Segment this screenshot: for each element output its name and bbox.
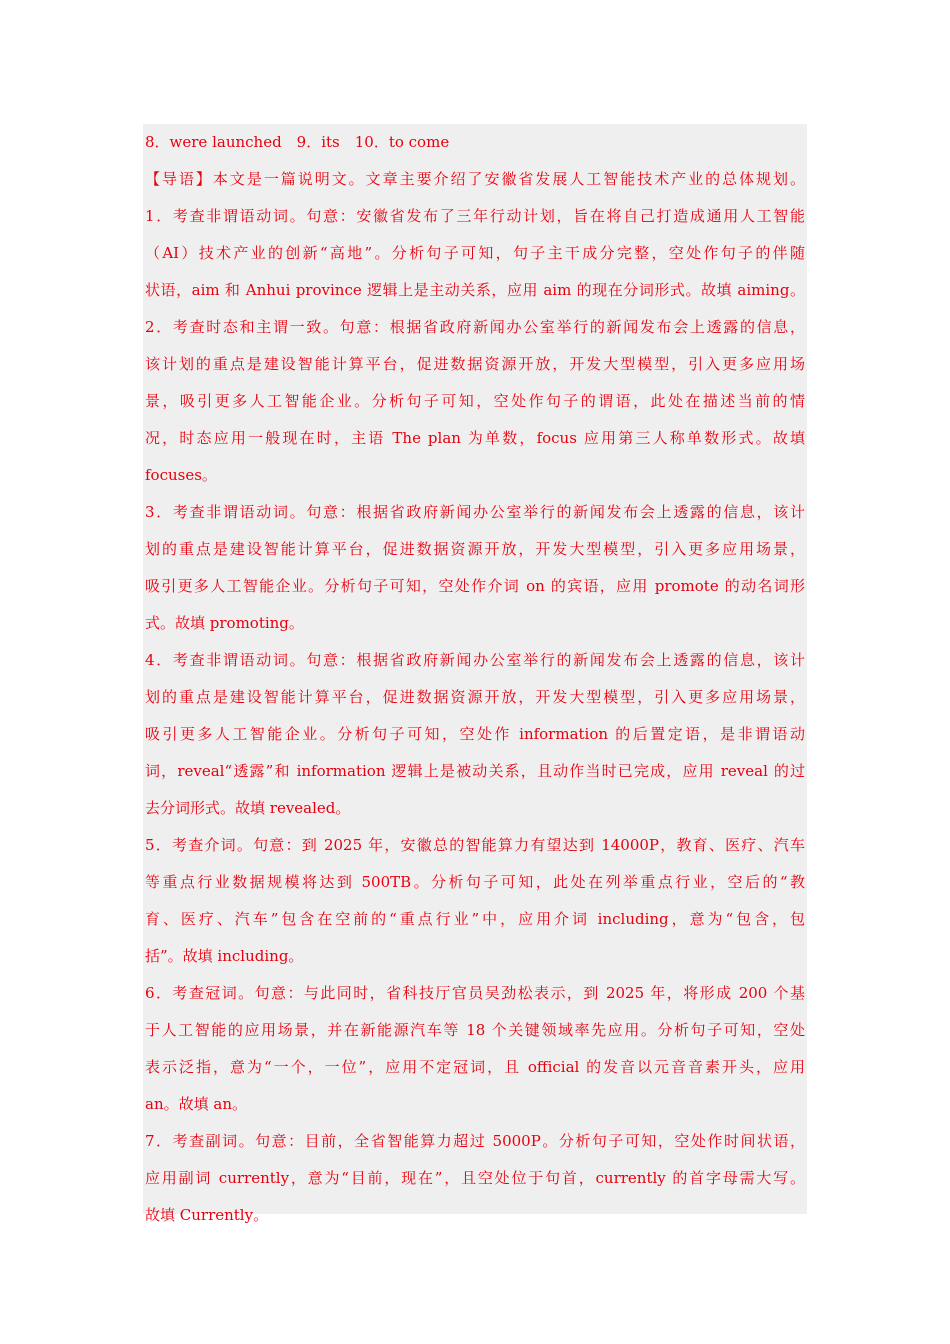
text-line: 应用副词 currently，意为“目前，现在”，且空处位于句首，currently 的首字母需大写。 <box>145 1169 805 1187</box>
text-line: 3．考查非谓语动词。句意：根据省政府新闻办公室举行的新闻发布会上透露的信息，该计 <box>145 503 805 521</box>
text-line: 于人工智能的应用场景，并在新能源汽车等 18 个关键领域率先应用。分析句子可知，空处 <box>145 1021 805 1039</box>
text-line: 表示泛指，意为“一个，一位”，应用不定冠词，且 official 的发音以元音音素开头，应用 <box>145 1058 805 1076</box>
text-line: 状语，aim 和 Anhui province 逻辑上是主动关系，应用 aim 的现在分词形式。故填 aiming。 <box>145 281 805 299</box>
text-line: 吸引更多人工智能企业。分析句子可知，空处作 information 的后置定语，是非谓语动 <box>145 725 805 743</box>
intro-line: 【导语】本文是一篇说明文。文章主要介绍了安徽省发展人工智能技术产业的总体规划。 <box>145 170 805 188</box>
text-line: 划的重点是建设智能计算平台，促进数据资源开放，开发大型模型，引入更多应用场景， <box>145 540 805 558</box>
text-line: 式。故填 promoting。 <box>145 614 304 632</box>
text-line: （AI）技术产业的创新“高地”。分析句子可知，句子主干成分完整，空处作句子的伴随 <box>145 244 805 262</box>
text-line: 景，吸引更多人工智能企业。分析句子可知，空处作句子的谓语，此处在描述当前的情 <box>145 392 805 410</box>
text-line: 括”。故填 including。 <box>145 947 304 965</box>
text-line: focuses。 <box>145 466 217 484</box>
text-line: 去分词形式。故填 revealed。 <box>145 799 351 817</box>
text-line: 1．考查非谓语动词。句意：安徽省发布了三年行动计划，旨在将自己打造成通用人工智能 <box>145 207 805 225</box>
text-line: 育、医疗、汽车”包含在空前的“重点行业”中，应用介词 including，意为“包含，包 <box>145 910 805 928</box>
answer-explanation <box>145 124 807 1234</box>
text-line: an。故填 an。 <box>145 1095 247 1113</box>
text-line: 2．考查时态和主谓一致。句意：根据省政府新闻办公室举行的新闻发布会上透露的信息， <box>145 318 805 336</box>
answers-line: 8．were launched 9．its 10．to come <box>145 133 450 151</box>
text-line: 该计划的重点是建设智能计算平台，促进数据资源开放，开发大型模型，引入更多应用场 <box>145 355 805 373</box>
text-line: 吸引更多人工智能企业。分析句子可知，空处作介词 on 的宾语，应用 promote 的动名词形 <box>145 577 805 595</box>
text-line: 划的重点是建设智能计算平台，促进数据资源开放，开发大型模型，引入更多应用场景， <box>145 688 805 706</box>
text-line: 况，时态应用一般现在时，主语 The plan 为单数，focus 应用第三人称单数形式。故填 <box>145 429 805 447</box>
text-line: 7．考查副词。句意：目前，全省智能算力超过 5000P。分析句子可知，空处作时间状语， <box>145 1132 805 1150</box>
text-line: 5．考查介词。句意：到 2025 年，安徽总的智能算力有望达到 14000P，教育、医疗、汽车 <box>145 836 805 854</box>
text-line: 词，reveal“透露”和 information 逻辑上是被动关系，且动作当时已完成，应用 reveal 的过 <box>145 762 805 780</box>
text-line: 6．考查冠词。句意：与此同时，省科技厅官员吴劲松表示，到 2025 年，将形成 200 个基 <box>145 984 805 1002</box>
text-line: 4．考查非谓语动词。句意：根据省政府新闻办公室举行的新闻发布会上透露的信息，该计 <box>145 651 805 669</box>
text-line: 故填 Currently。 <box>145 1206 269 1224</box>
text-line: 等重点行业数据规模将达到 500TB。分析句子可知，此处在列举重点行业，空后的“教 <box>145 873 805 891</box>
